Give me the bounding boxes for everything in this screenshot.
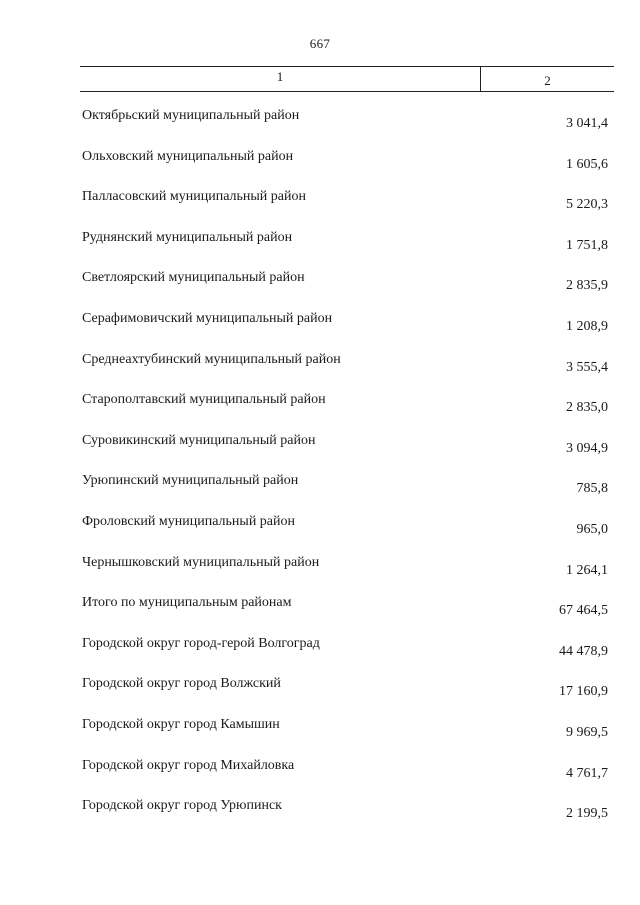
row-name: Городской округ город Урюпинск (82, 798, 282, 814)
table-header (80, 66, 614, 92)
row-name: Палласовский муниципальный район (82, 189, 306, 205)
row-value: 3 555,4 (566, 359, 608, 375)
row-value: 2 199,5 (566, 806, 608, 822)
row-value: 2 835,0 (566, 400, 608, 416)
table-row (0, 185, 640, 226)
row-name: Суровикинский муниципальный район (82, 432, 316, 448)
table-row (0, 266, 640, 307)
header-col-1: 1 (80, 67, 481, 91)
row-name: Итого по муниципальным районам (82, 595, 292, 611)
page-number: 667 (309, 36, 331, 51)
row-value: 965,0 (576, 521, 608, 537)
row-name: Фроловский муниципальный район (82, 513, 296, 529)
table-row (0, 713, 640, 754)
row-name: Старополтавский муниципальный район (82, 392, 326, 408)
row-value: 9 969,5 (566, 724, 608, 740)
table-row (0, 104, 640, 145)
table-row (0, 510, 640, 551)
row-name: Руднянский муниципальный район (82, 229, 293, 245)
table-row (0, 388, 640, 429)
row-value: 1 751,8 (566, 237, 608, 253)
row-value: 2 835,9 (566, 278, 608, 294)
table-row (0, 469, 640, 510)
row-name: Серафимовичский муниципальный район (82, 310, 333, 326)
row-name: Чернышковский муниципальный район (82, 554, 320, 570)
row-value: 785,8 (576, 481, 608, 497)
row-value: 67 464,5 (559, 603, 608, 619)
row-value: 1 264,1 (566, 562, 608, 578)
table-row (0, 672, 640, 713)
row-value: 3 041,4 (566, 116, 608, 131)
row-value: 44 478,9 (559, 643, 608, 659)
row-name: Среднеахтубинский муниципальный район (82, 351, 341, 367)
table-row (0, 348, 640, 389)
row-name: Урюпинский муниципальный район (82, 473, 299, 489)
table-row (0, 429, 640, 470)
table-body (0, 104, 640, 835)
row-name: Городской округ город Волжский (82, 676, 281, 692)
row-value: 1 605,6 (566, 156, 608, 172)
row-value: 1 208,9 (566, 318, 608, 334)
table-row (0, 226, 640, 267)
row-name: Городской округ город-герой Волгоград (82, 635, 320, 651)
table-row (0, 794, 640, 835)
row-value: 17 160,9 (559, 684, 608, 700)
row-name: Светлоярский муниципальный район (82, 270, 305, 286)
row-value: 4 761,7 (566, 765, 608, 781)
header-col-2: 2 (544, 73, 551, 88)
row-name: Октябрьский муниципальный район (82, 108, 300, 123)
table-row (0, 145, 640, 186)
table-row (0, 632, 640, 673)
row-value: 3 094,9 (566, 440, 608, 456)
row-name: Городской округ город Михайловка (82, 757, 295, 773)
row-name: Ольховский муниципальный район (82, 148, 294, 164)
row-value: 5 220,3 (566, 197, 608, 213)
row-name: Городской округ город Камышин (82, 716, 280, 732)
table-row (0, 551, 640, 592)
table-row (0, 754, 640, 795)
table-row (0, 307, 640, 348)
table-row-total (0, 591, 640, 632)
